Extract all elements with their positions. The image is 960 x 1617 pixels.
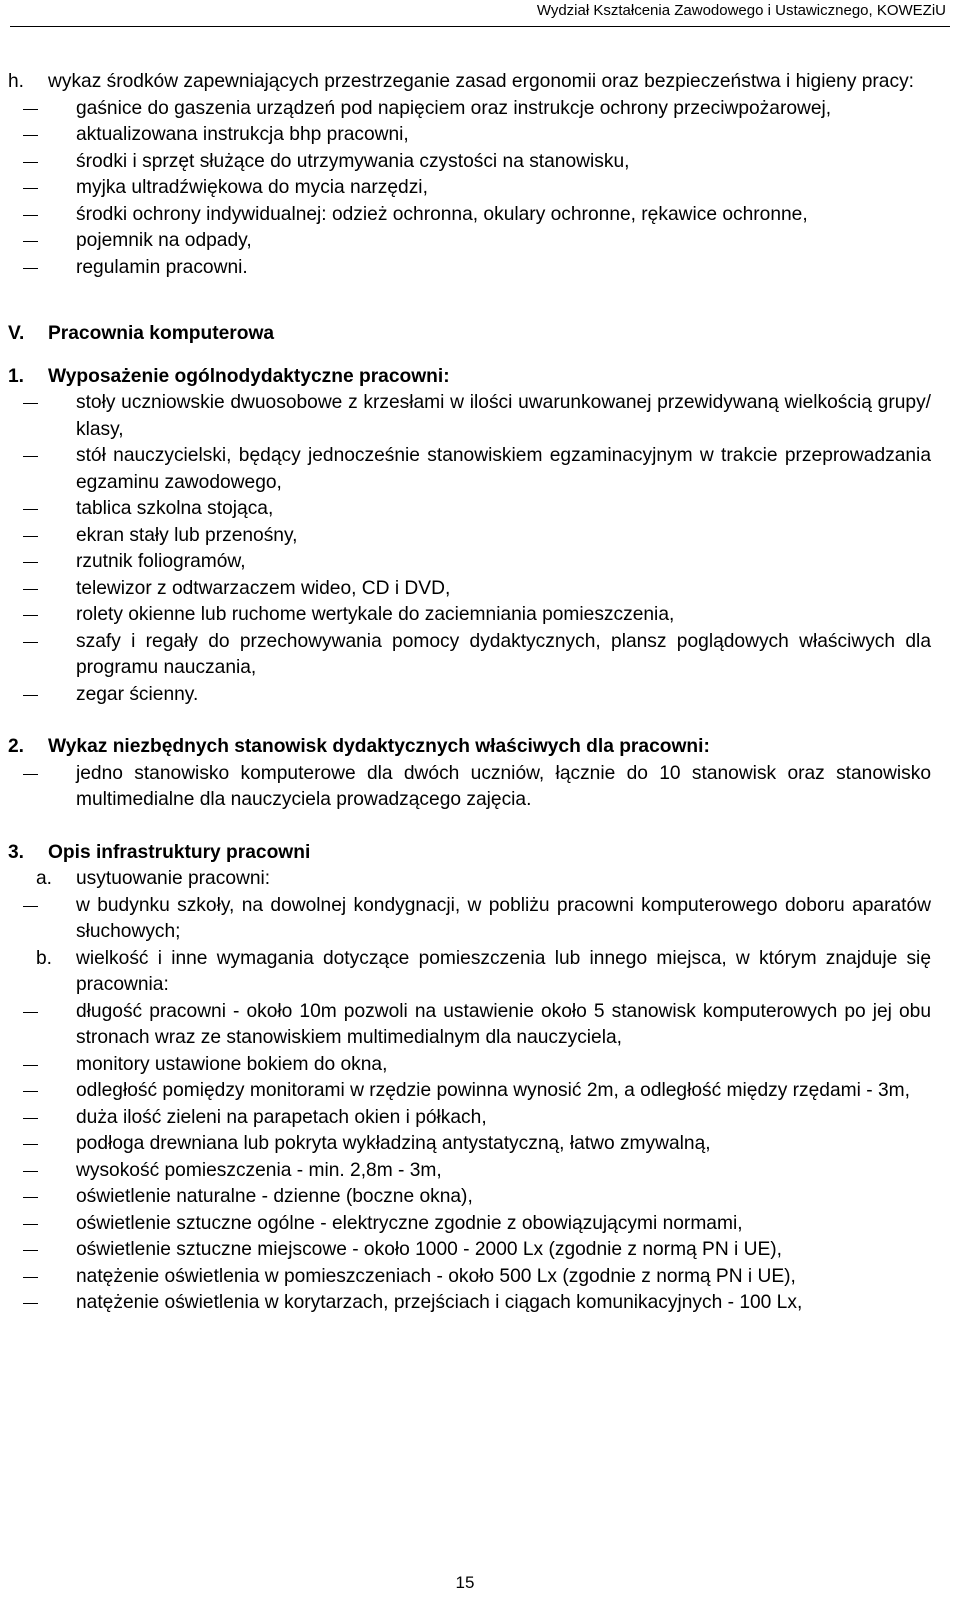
- dash-bullet-icon: [23, 1012, 38, 1013]
- list-item-text: ekran stały lub przenośny,: [76, 524, 298, 546]
- dash-bullet-icon: [23, 188, 38, 189]
- list-item: [8, 1131, 931, 1158]
- list-item: [8, 629, 931, 682]
- section-h-heading: [8, 69, 931, 96]
- list-item: [8, 549, 931, 576]
- list-item-text: środki ochrony indywidualnej: odzież ochronna, okulary ochronne, rękawice ochronne,: [76, 203, 808, 225]
- point-2-list: [8, 761, 931, 814]
- point-2-heading: [8, 734, 931, 761]
- list-item-text: odległość pomiędzy monitorami w rzędzie powinna wynosić 2m, a odległość między rzędami - 3m,: [76, 1080, 910, 1101]
- section-h-label: h.: [8, 71, 25, 92]
- list-item: [8, 1184, 931, 1211]
- list-item: [8, 893, 931, 946]
- point-3b-text: wielkość i inne wymagania dotyczące pomieszczenia lub innego miejsca, w którym znajduje się pracownia:: [76, 947, 931, 995]
- point-3-label: 3.: [8, 841, 25, 863]
- list-item: [8, 443, 931, 496]
- dash-bullet-icon: [23, 1250, 38, 1251]
- list-item-text: zegar ścienny.: [76, 683, 199, 705]
- list-item: [8, 682, 931, 709]
- list-item-text: oświetlenie sztuczne ogólne - elektryczne zgodnie z obowiązującymi normami,: [76, 1212, 743, 1234]
- point-3-heading: [8, 840, 931, 867]
- page-number: 15: [455, 1573, 475, 1592]
- section-v-title: Pracownia komputerowa: [48, 323, 275, 344]
- list-item-text: myjka ultradźwiękowa do mycia narzędzi,: [76, 177, 428, 198]
- dash-bullet-icon: [23, 1171, 38, 1172]
- list-item-text: monitory ustawione bokiem do okna,: [76, 1053, 388, 1075]
- list-item: [8, 1052, 931, 1079]
- dash-bullet-icon: [23, 589, 38, 590]
- section-v-heading: [8, 321, 931, 348]
- dash-bullet-icon: [23, 1277, 38, 1278]
- dash-bullet-icon: [23, 1118, 38, 1119]
- point-3a-label: a.: [36, 868, 53, 889]
- list-item: [8, 576, 931, 603]
- dash-bullet-icon: [23, 456, 38, 457]
- list-item: [8, 390, 931, 443]
- point-1-list: [8, 390, 931, 708]
- list-item-text: środki i sprzęt służące do utrzymywania czystości na stanowisku,: [76, 150, 630, 172]
- point-2-label: 2.: [8, 736, 25, 757]
- point-1-label: 1.: [8, 365, 25, 387]
- dash-bullet-icon: [23, 1091, 38, 1092]
- dash-bullet-icon: [23, 906, 38, 907]
- dash-bullet-icon: [23, 774, 38, 775]
- point-3b-list: [8, 999, 931, 1317]
- section-v-label: V.: [8, 323, 25, 344]
- dash-bullet-icon: [23, 615, 38, 616]
- list-item: [8, 1264, 931, 1291]
- list-item-text: oświetlenie naturalne - dzienne (boczne okna),: [76, 1186, 473, 1207]
- point-3a-text: usytuowanie pracowni:: [76, 868, 271, 889]
- list-item-text: tablica szkolna stojąca,: [76, 498, 274, 519]
- list-item-text: szafy i regały do przechowywania pomocy dydaktycznych, plansz poglądowych właściwych dla programu nauczania,: [76, 630, 931, 678]
- list-item-text: pojemnik na odpady,: [76, 230, 252, 251]
- list-item-text: regulamin pracowni.: [76, 256, 248, 278]
- list-item-text: duża ilość zieleni na parapetach okien i półkach,: [76, 1106, 487, 1128]
- list-item-text: stół nauczycielski, będący jednocześnie stanowiskiem egzaminacyjnym w trakcie przeprowadzania egzaminu zawodowego,: [76, 445, 931, 493]
- list-item: [8, 122, 931, 149]
- list-item: [8, 228, 931, 255]
- point-3b-label: b.: [36, 947, 53, 969]
- dash-bullet-icon: [23, 642, 38, 643]
- dash-bullet-icon: [23, 509, 38, 510]
- point-3a-heading: [8, 866, 931, 893]
- list-item: [8, 149, 931, 176]
- list-item-text: oświetlenie sztuczne miejscowe - około 1000 - 2000 Lx (zgodnie z normą PN i UE),: [76, 1239, 783, 1260]
- list-item-text: aktualizowana instrukcja bhp pracowni,: [76, 124, 409, 145]
- document-body: [8, 69, 931, 1317]
- dash-bullet-icon: [23, 215, 38, 216]
- dash-bullet-icon: [23, 162, 38, 163]
- list-item: [8, 1105, 931, 1132]
- section-h-text: wykaz środków zapewniających przestrzeganie zasad ergonomii oraz bezpieczeństwa i higieny pracy:: [48, 71, 914, 92]
- dash-bullet-icon: [23, 135, 38, 136]
- list-item-text: gaśnice do gaszenia urządzeń pod napięciem oraz instrukcje ochrony przeciwpożarowej,: [76, 97, 832, 119]
- list-item-text: telewizor z odtwarzaczem wideo, CD i DVD,: [76, 577, 451, 599]
- list-item: [8, 1158, 931, 1185]
- list-item: [8, 1211, 931, 1238]
- dash-bullet-icon: [23, 268, 38, 269]
- dash-bullet-icon: [23, 1224, 38, 1225]
- dash-bullet-icon: [23, 1303, 38, 1304]
- section-h-list: [8, 96, 931, 282]
- dash-bullet-icon: [23, 1065, 38, 1066]
- list-item: [8, 602, 931, 629]
- running-header: Wydział Kształcenia Zawodowego i Ustawicznego, KOWEZiU: [536, 2, 946, 19]
- list-item: [8, 96, 931, 123]
- list-item: [8, 1078, 931, 1105]
- point-3b-heading: [8, 946, 931, 999]
- list-item-text: stoły uczniowskie dwuosobowe z krzesłami w ilości uwarunkowanej przewidywaną wielkością grupy/ klasy,: [76, 392, 931, 440]
- list-item-text: natężenie oświetlenia w korytarzach, przejściach i ciągach komunikacyjnych - 100 Lx,: [76, 1292, 803, 1313]
- list-item: [8, 202, 931, 229]
- dash-bullet-icon: [23, 695, 38, 696]
- point-3a-list: [8, 893, 931, 946]
- list-item: [8, 1237, 931, 1264]
- list-item-text: natężenie oświetlenia w pomieszczeniach - około 500 Lx (zgodnie z normą PN i UE),: [76, 1265, 796, 1287]
- list-item-text: rzutnik foliogramów,: [76, 551, 246, 572]
- list-item: [8, 523, 931, 550]
- list-item-text: rolety okienne lub ruchome wertykale do zaciemniania pomieszczenia,: [76, 604, 675, 625]
- list-item: [8, 175, 931, 202]
- dash-bullet-icon: [23, 241, 38, 242]
- point-2-title: Wykaz niezbędnych stanowisk dydaktycznych właściwych dla pracowni:: [48, 736, 710, 757]
- dash-bullet-icon: [23, 403, 38, 404]
- list-item-text: podłoga drewniana lub pokryta wykładziną antystatyczną, łatwo zmywalną,: [76, 1133, 711, 1154]
- list-item-text: jedno stanowisko komputerowe dla dwóch uczniów, łącznie do 10 stanowisk oraz stanowisko multimedialne dla nauczyciela prowadzącego zajęcia.: [76, 762, 931, 810]
- point-1-heading: [8, 364, 931, 391]
- dash-bullet-icon: [23, 562, 38, 563]
- list-item: [8, 999, 931, 1052]
- point-3-title: Opis infrastruktury pracowni: [48, 841, 311, 863]
- dash-bullet-icon: [23, 109, 38, 110]
- list-item: [8, 496, 931, 523]
- list-item-text: długość pracowni - około 10m pozwoli na ustawienie około 5 stanowisk komputerowych po jej obu stronach wraz ze stanowiskiem multimedialnym dla nauczyciela,: [76, 1000, 931, 1048]
- list-item: [8, 761, 931, 814]
- list-item-text: w budynku szkoły, na dowolnej kondygnacji, w pobliżu pracowni komputerowego doboru aparatów słuchowych;: [76, 894, 931, 942]
- point-1-title: Wyposażenie ogólnodydaktyczne pracowni:: [48, 365, 450, 387]
- header-divider: [10, 26, 950, 27]
- dash-bullet-icon: [23, 1197, 38, 1198]
- list-item: [8, 1290, 931, 1317]
- list-item-text: wysokość pomieszczenia - min. 2,8m - 3m,: [76, 1159, 442, 1181]
- list-item: [8, 255, 931, 282]
- dash-bullet-icon: [23, 1144, 38, 1145]
- dash-bullet-icon: [23, 536, 38, 537]
